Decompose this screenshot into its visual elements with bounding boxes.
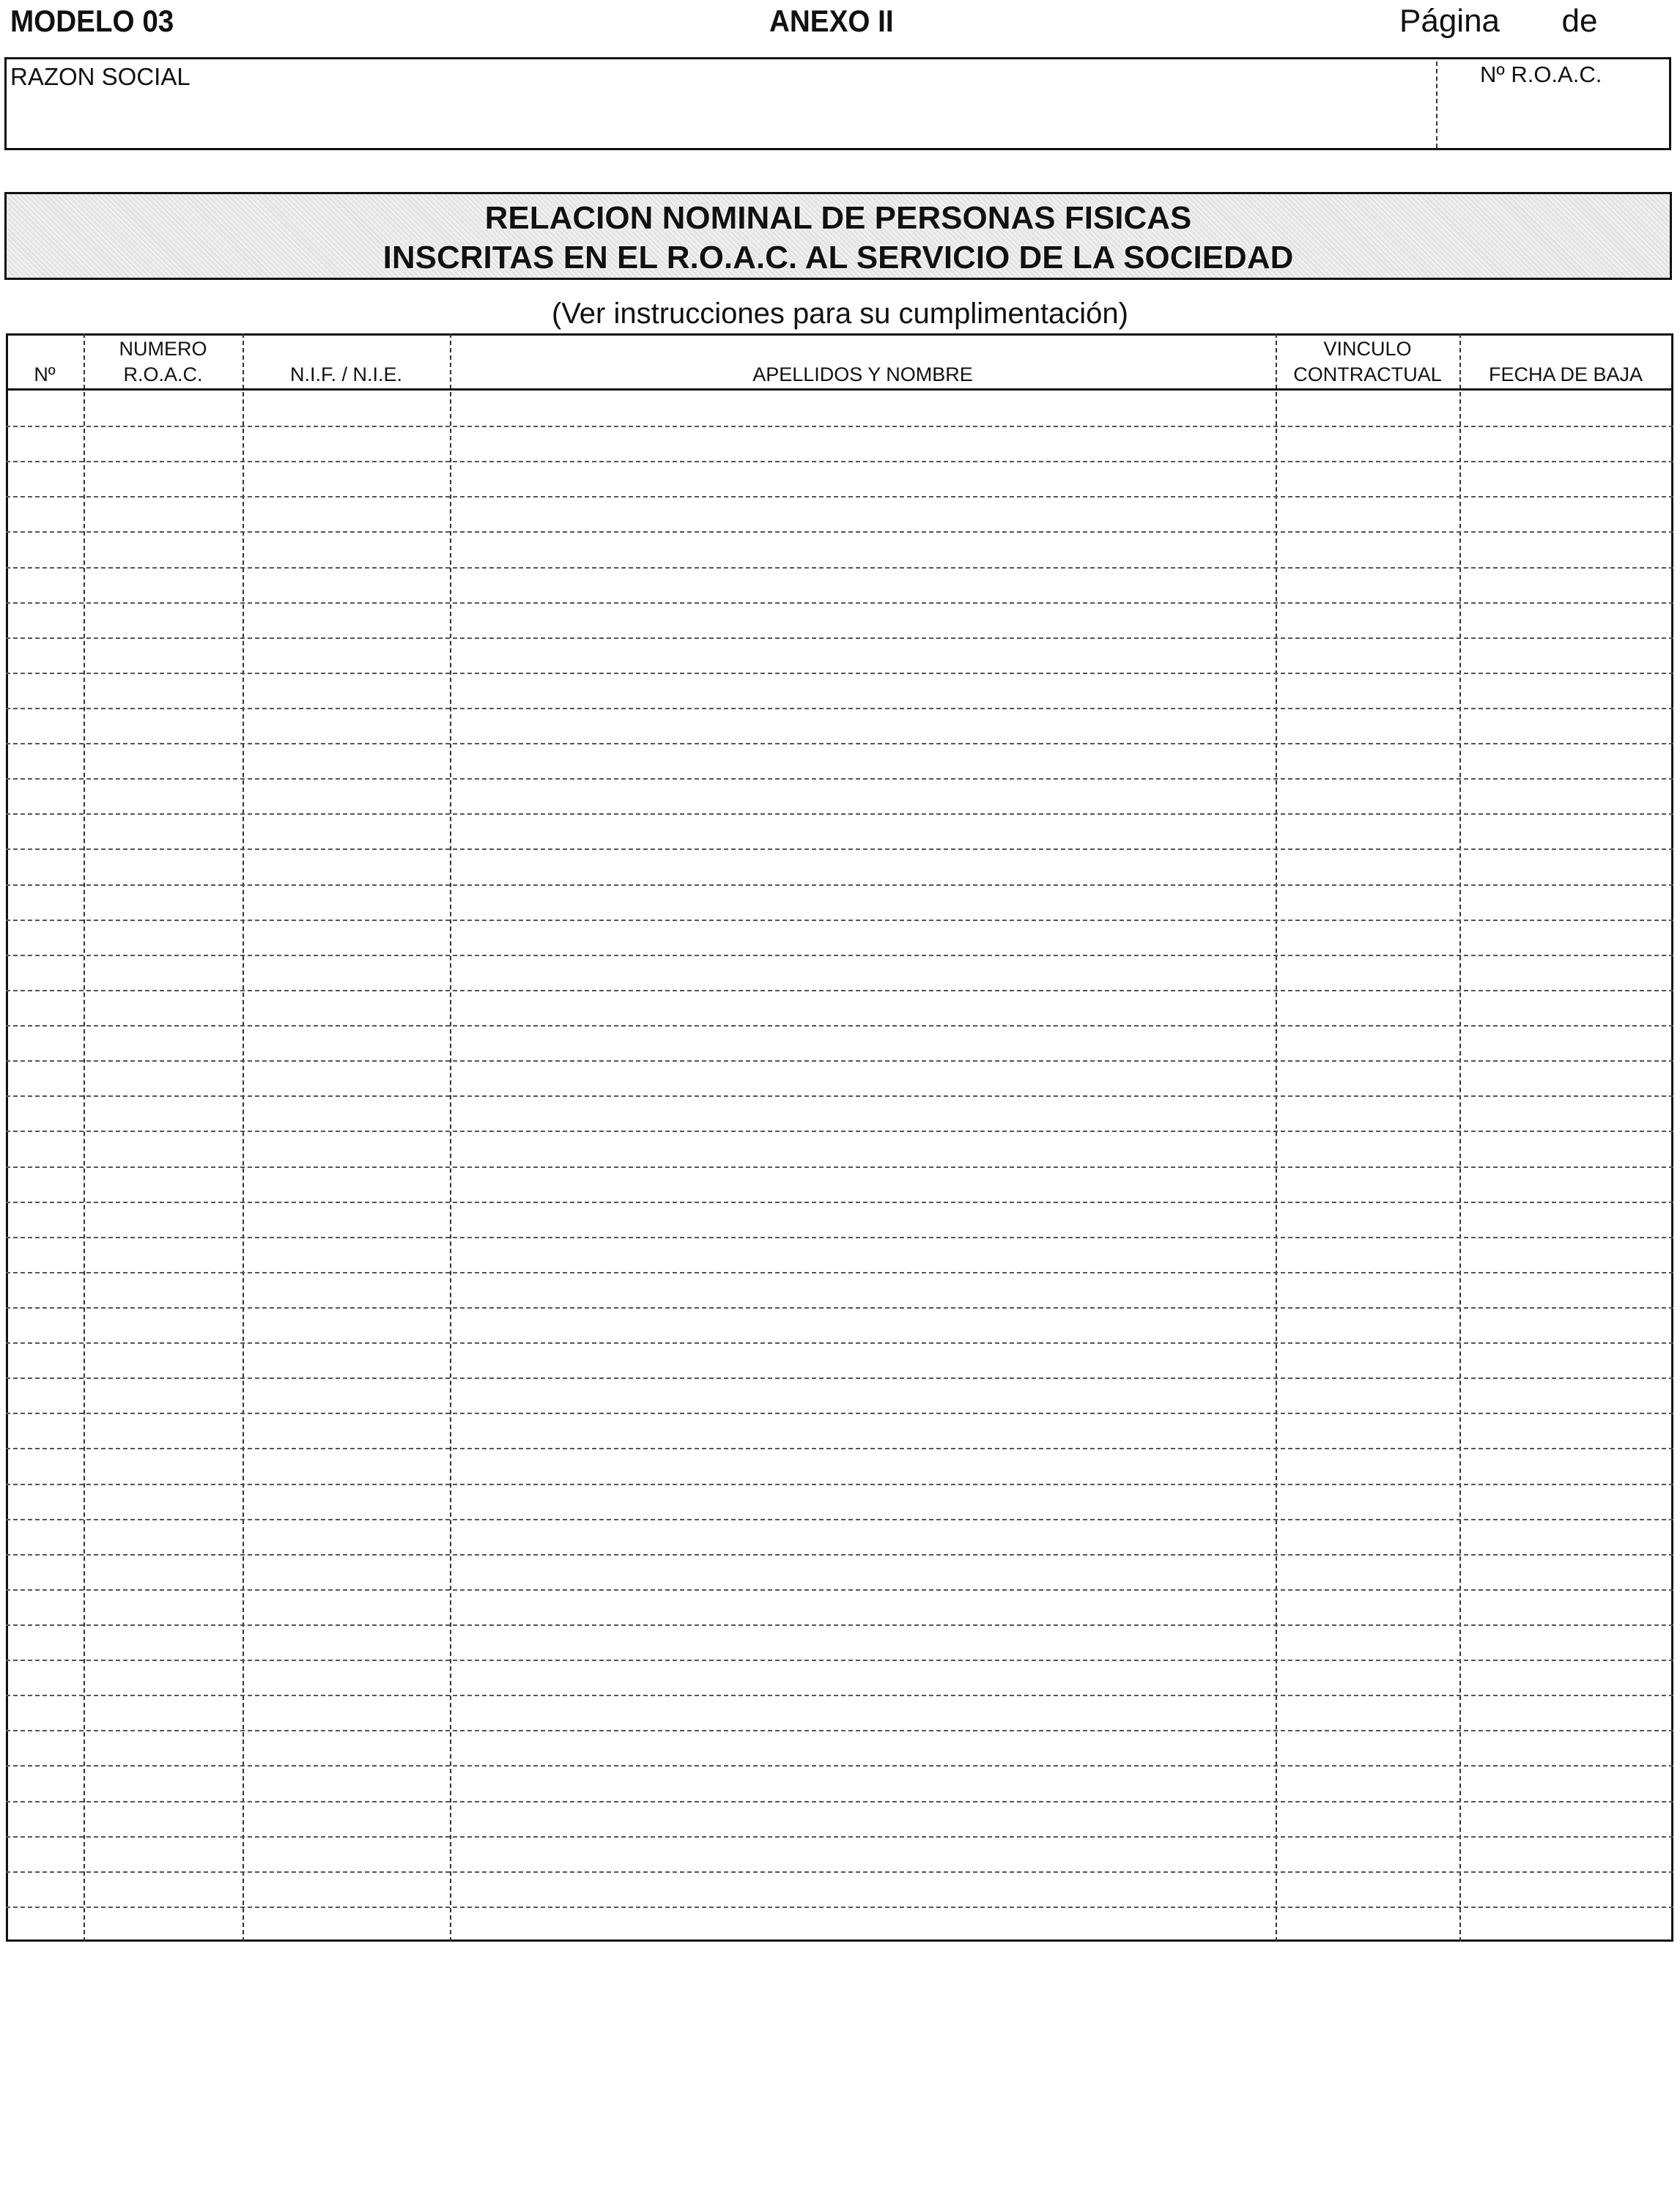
table-row-line	[6, 884, 1673, 886]
table-row-line	[6, 1307, 1673, 1309]
table-row-line	[6, 1871, 1673, 1873]
table-row-line	[6, 1624, 1673, 1626]
model-title: MODELO 03	[10, 4, 174, 38]
table-row-line	[6, 1695, 1673, 1696]
table-row-line	[6, 496, 1673, 498]
page-label: Página	[1399, 3, 1500, 39]
table-row-line	[6, 743, 1673, 744]
table-row-line	[6, 1095, 1673, 1097]
table-row-line	[6, 1801, 1673, 1802]
column-divider	[450, 333, 451, 1942]
table-row-line	[6, 1237, 1673, 1238]
table-header-rule	[6, 388, 1673, 391]
table-row-line	[6, 1166, 1673, 1168]
table-row-line	[6, 461, 1673, 462]
table-row-line	[6, 813, 1673, 815]
table-row-line	[6, 1484, 1673, 1485]
table-row-line	[6, 1836, 1673, 1838]
title-line-1: RELACION NOMINAL DE PERSONAS FISICAS	[484, 200, 1192, 236]
table-row-line	[6, 708, 1673, 709]
table-row-line	[6, 637, 1673, 639]
table-row-line	[6, 1202, 1673, 1203]
razon-social-divider	[1436, 62, 1437, 148]
page-of-label: de	[1561, 3, 1598, 39]
col-header-roac-bottom: R.O.A.C.	[123, 363, 203, 385]
table-row-line	[6, 602, 1673, 604]
table-row-line	[6, 1272, 1673, 1273]
table-row-line	[6, 673, 1673, 674]
col-header-nif: N.I.F. / N.I.E.	[289, 363, 403, 385]
persons-table	[6, 333, 1673, 1942]
roac-number-label: Nº R.O.A.C.	[1480, 62, 1602, 87]
table-row-line	[6, 1765, 1673, 1767]
column-divider	[1276, 333, 1277, 1942]
table-row-line	[6, 1025, 1673, 1027]
razon-social-box	[4, 57, 1671, 150]
table-row-line	[6, 1730, 1673, 1731]
table-row-line	[6, 848, 1673, 850]
table-row-line	[6, 1554, 1673, 1556]
table-row-line	[6, 1660, 1673, 1661]
table-row-line	[6, 1060, 1673, 1062]
column-divider	[1459, 333, 1461, 1942]
page-indicator	[1399, 3, 1597, 40]
col-header-leave-date: FECHA DE BAJA	[1488, 363, 1643, 385]
table-row-line	[6, 1589, 1673, 1591]
instructions-note: (Ver instrucciones para su cumplimentación)	[551, 297, 1128, 330]
table-row-line	[6, 1342, 1673, 1344]
razon-social-label: RAZON SOCIAL	[10, 63, 190, 90]
table-row-line	[6, 955, 1673, 956]
title-line-2: INSCRITAS EN EL R.O.A.C. AL SERVICIO DE LA SOCIEDAD	[382, 240, 1294, 275]
table-row-line	[6, 990, 1673, 991]
table-row-line	[6, 1519, 1673, 1520]
annex-title: ANEXO II	[769, 4, 894, 38]
table-row-line	[6, 531, 1673, 533]
table-row-line	[6, 920, 1673, 921]
col-header-contract-bottom: CONTRACTUAL	[1293, 363, 1442, 385]
table-row-line	[6, 1448, 1673, 1449]
col-header-number: Nº	[34, 363, 56, 385]
table-row-line	[6, 1377, 1673, 1379]
table-row-line	[6, 1413, 1673, 1414]
table-row-line	[6, 567, 1673, 569]
table-row-line	[6, 426, 1673, 427]
col-header-name: APELLIDOS Y NOMBRE	[752, 363, 973, 385]
column-divider	[84, 333, 85, 1942]
table-row-line	[6, 1907, 1673, 1908]
table-row-line	[6, 778, 1673, 780]
table-row-line	[6, 1131, 1673, 1132]
col-header-contract-top: VINCULO	[1323, 338, 1412, 360]
col-header-roac-top: NUMERO	[119, 338, 207, 360]
column-divider	[243, 333, 244, 1942]
